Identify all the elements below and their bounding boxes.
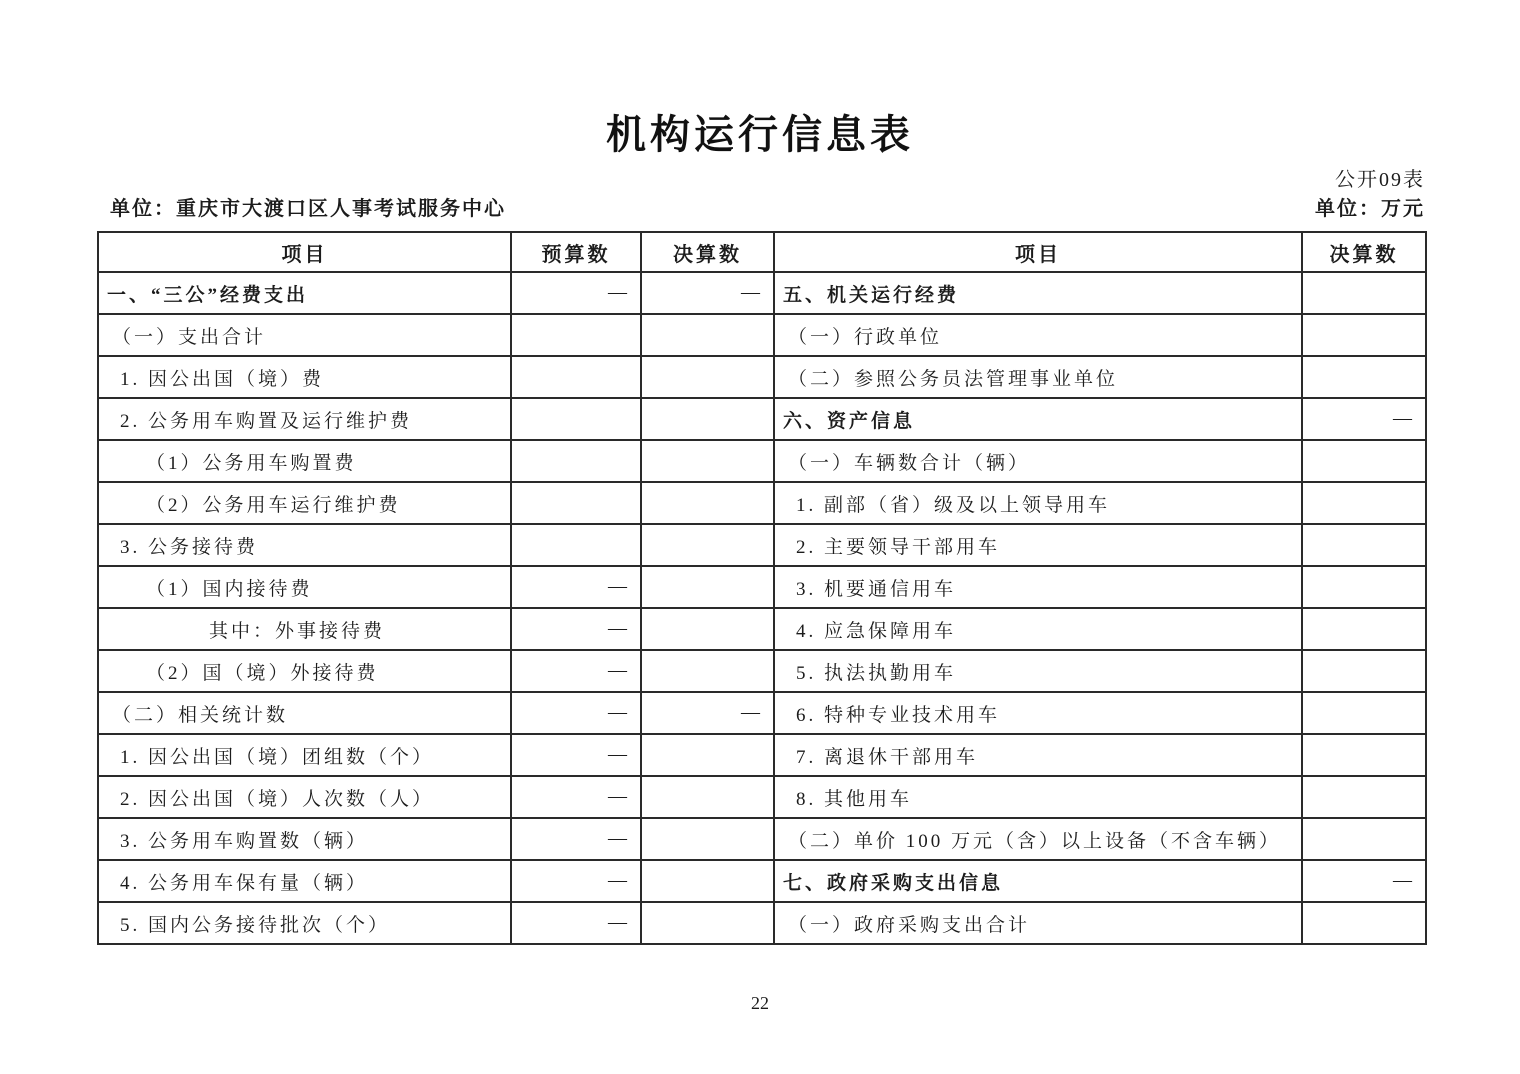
- final-cell-right: [1302, 524, 1426, 566]
- item-cell-left: 2. 因公出国（境）人次数（人）: [98, 776, 511, 818]
- final-cell-right: [1302, 734, 1426, 776]
- header-item-left: 项目: [98, 232, 511, 272]
- table-row: [98, 314, 1426, 356]
- budget-cell: [511, 482, 641, 524]
- item-cell-left: 3. 公务接待费: [98, 524, 511, 566]
- item-cell-right: 4. 应急保障用车: [774, 608, 1302, 650]
- budget-cell: —: [511, 692, 641, 734]
- final-cell-left: [641, 818, 774, 860]
- final-cell-left: [641, 734, 774, 776]
- item-cell-right: 3. 机要通信用车: [774, 566, 1302, 608]
- table-header-row: [98, 232, 1426, 272]
- header-final-right: 决算数: [1302, 232, 1426, 272]
- item-cell-right: 2. 主要领导干部用车: [774, 524, 1302, 566]
- item-cell-right: （一）车辆数合计（辆）: [774, 440, 1302, 482]
- final-cell-left: [641, 440, 774, 482]
- final-cell-right: [1302, 272, 1426, 314]
- item-cell-left: 其中：外事接待费: [98, 608, 511, 650]
- item-cell-left: （1）国内接待费: [98, 566, 511, 608]
- budget-cell: —: [511, 818, 641, 860]
- item-cell-right: 六、资产信息: [774, 398, 1302, 440]
- header-item-right: 项目: [774, 232, 1302, 272]
- final-cell-right: [1302, 314, 1426, 356]
- item-cell-left: （二）相关统计数: [98, 692, 511, 734]
- budget-cell: —: [511, 734, 641, 776]
- budget-cell: —: [511, 272, 641, 314]
- final-cell-left: [641, 608, 774, 650]
- item-cell-right: 7. 离退休干部用车: [774, 734, 1302, 776]
- table-row: [98, 650, 1426, 692]
- final-cell-right: [1302, 608, 1426, 650]
- budget-cell: [511, 314, 641, 356]
- table-row: [98, 524, 1426, 566]
- item-cell-right: 1. 副部（省）级及以上领导用车: [774, 482, 1302, 524]
- table-row: [98, 356, 1426, 398]
- item-cell-left: 5. 国内公务接待批次（个）: [98, 902, 511, 944]
- final-cell-left: [641, 650, 774, 692]
- item-cell-left: 1. 因公出国（境）团组数（个）: [98, 734, 511, 776]
- item-cell-right: （二）单价 100 万元（含）以上设备（不含车辆）: [774, 818, 1302, 860]
- final-cell-right: [1302, 440, 1426, 482]
- item-cell-left: （1）公务用车购置费: [98, 440, 511, 482]
- budget-cell: [511, 524, 641, 566]
- table-code: 公开09表: [1335, 169, 1425, 191]
- page-number: 22: [751, 993, 769, 1013]
- budget-cell: —: [511, 776, 641, 818]
- header-final-left: 决算数: [641, 232, 774, 272]
- table-row: [98, 398, 1426, 440]
- item-cell-right: 8. 其他用车: [774, 776, 1302, 818]
- budget-cell: —: [511, 650, 641, 692]
- table-row: [98, 860, 1426, 902]
- item-cell-right: （一）政府采购支出合计: [774, 902, 1302, 944]
- budget-cell: —: [511, 902, 641, 944]
- item-cell-left: （2）国（境）外接待费: [98, 650, 511, 692]
- item-cell-left: 3. 公务用车购置数（辆）: [98, 818, 511, 860]
- budget-cell: —: [511, 566, 641, 608]
- item-cell-right: 6. 特种专业技术用车: [774, 692, 1302, 734]
- table-row: [98, 440, 1426, 482]
- final-cell-left: [641, 566, 774, 608]
- final-cell-right: [1302, 692, 1426, 734]
- item-cell-left: 4. 公务用车保有量（辆）: [98, 860, 511, 902]
- item-cell-left: 2. 公务用车购置及运行维护费: [98, 398, 511, 440]
- final-cell-left: —: [641, 272, 774, 314]
- table-row: [98, 566, 1426, 608]
- final-cell-right: —: [1302, 398, 1426, 440]
- table-row: [98, 272, 1426, 314]
- item-cell-right: 七、政府采购支出信息: [774, 860, 1302, 902]
- item-cell-right: 五、机关运行经费: [774, 272, 1302, 314]
- final-cell-right: [1302, 776, 1426, 818]
- final-cell-left: —: [641, 692, 774, 734]
- table-row: [98, 734, 1426, 776]
- header-budget: 预算数: [511, 232, 641, 272]
- item-cell-left: 一、“三公”经费支出: [98, 272, 511, 314]
- table-row: [98, 902, 1426, 944]
- item-cell-left: （2）公务用车运行维护费: [98, 482, 511, 524]
- table-row: [98, 482, 1426, 524]
- final-cell-right: [1302, 566, 1426, 608]
- table-row: [98, 776, 1426, 818]
- final-cell-left: [641, 314, 774, 356]
- item-cell-right: 5. 执法执勤用车: [774, 650, 1302, 692]
- final-cell-left: [641, 398, 774, 440]
- final-cell-right: —: [1302, 860, 1426, 902]
- budget-cell: [511, 398, 641, 440]
- item-cell-right: （二）参照公务员法管理事业单位: [774, 356, 1302, 398]
- reporting-unit: 单位：重庆市大渡口区人事考试服务中心: [110, 198, 506, 220]
- final-cell-right: [1302, 818, 1426, 860]
- table-row: [98, 608, 1426, 650]
- final-cell-right: [1302, 356, 1426, 398]
- final-cell-left: [641, 524, 774, 566]
- item-cell-right: （一）行政单位: [774, 314, 1302, 356]
- table-row: [98, 818, 1426, 860]
- budget-cell: [511, 440, 641, 482]
- table-body: [98, 272, 1426, 944]
- item-cell-left: 1. 因公出国（境）费: [98, 356, 511, 398]
- final-cell-left: [641, 356, 774, 398]
- item-cell-left: （一）支出合计: [98, 314, 511, 356]
- final-cell-left: [641, 902, 774, 944]
- final-cell-right: [1302, 902, 1426, 944]
- table-row: [98, 692, 1426, 734]
- final-cell-left: [641, 776, 774, 818]
- info-table: [97, 231, 1427, 945]
- final-cell-right: [1302, 482, 1426, 524]
- page-title: 机构运行信息表: [606, 113, 914, 157]
- final-cell-left: [641, 482, 774, 524]
- budget-cell: [511, 356, 641, 398]
- currency-unit: 单位：万元: [1315, 198, 1425, 220]
- budget-cell: —: [511, 860, 641, 902]
- unit-line: [110, 192, 1425, 221]
- final-cell-left: [641, 860, 774, 902]
- budget-cell: —: [511, 608, 641, 650]
- final-cell-right: [1302, 650, 1426, 692]
